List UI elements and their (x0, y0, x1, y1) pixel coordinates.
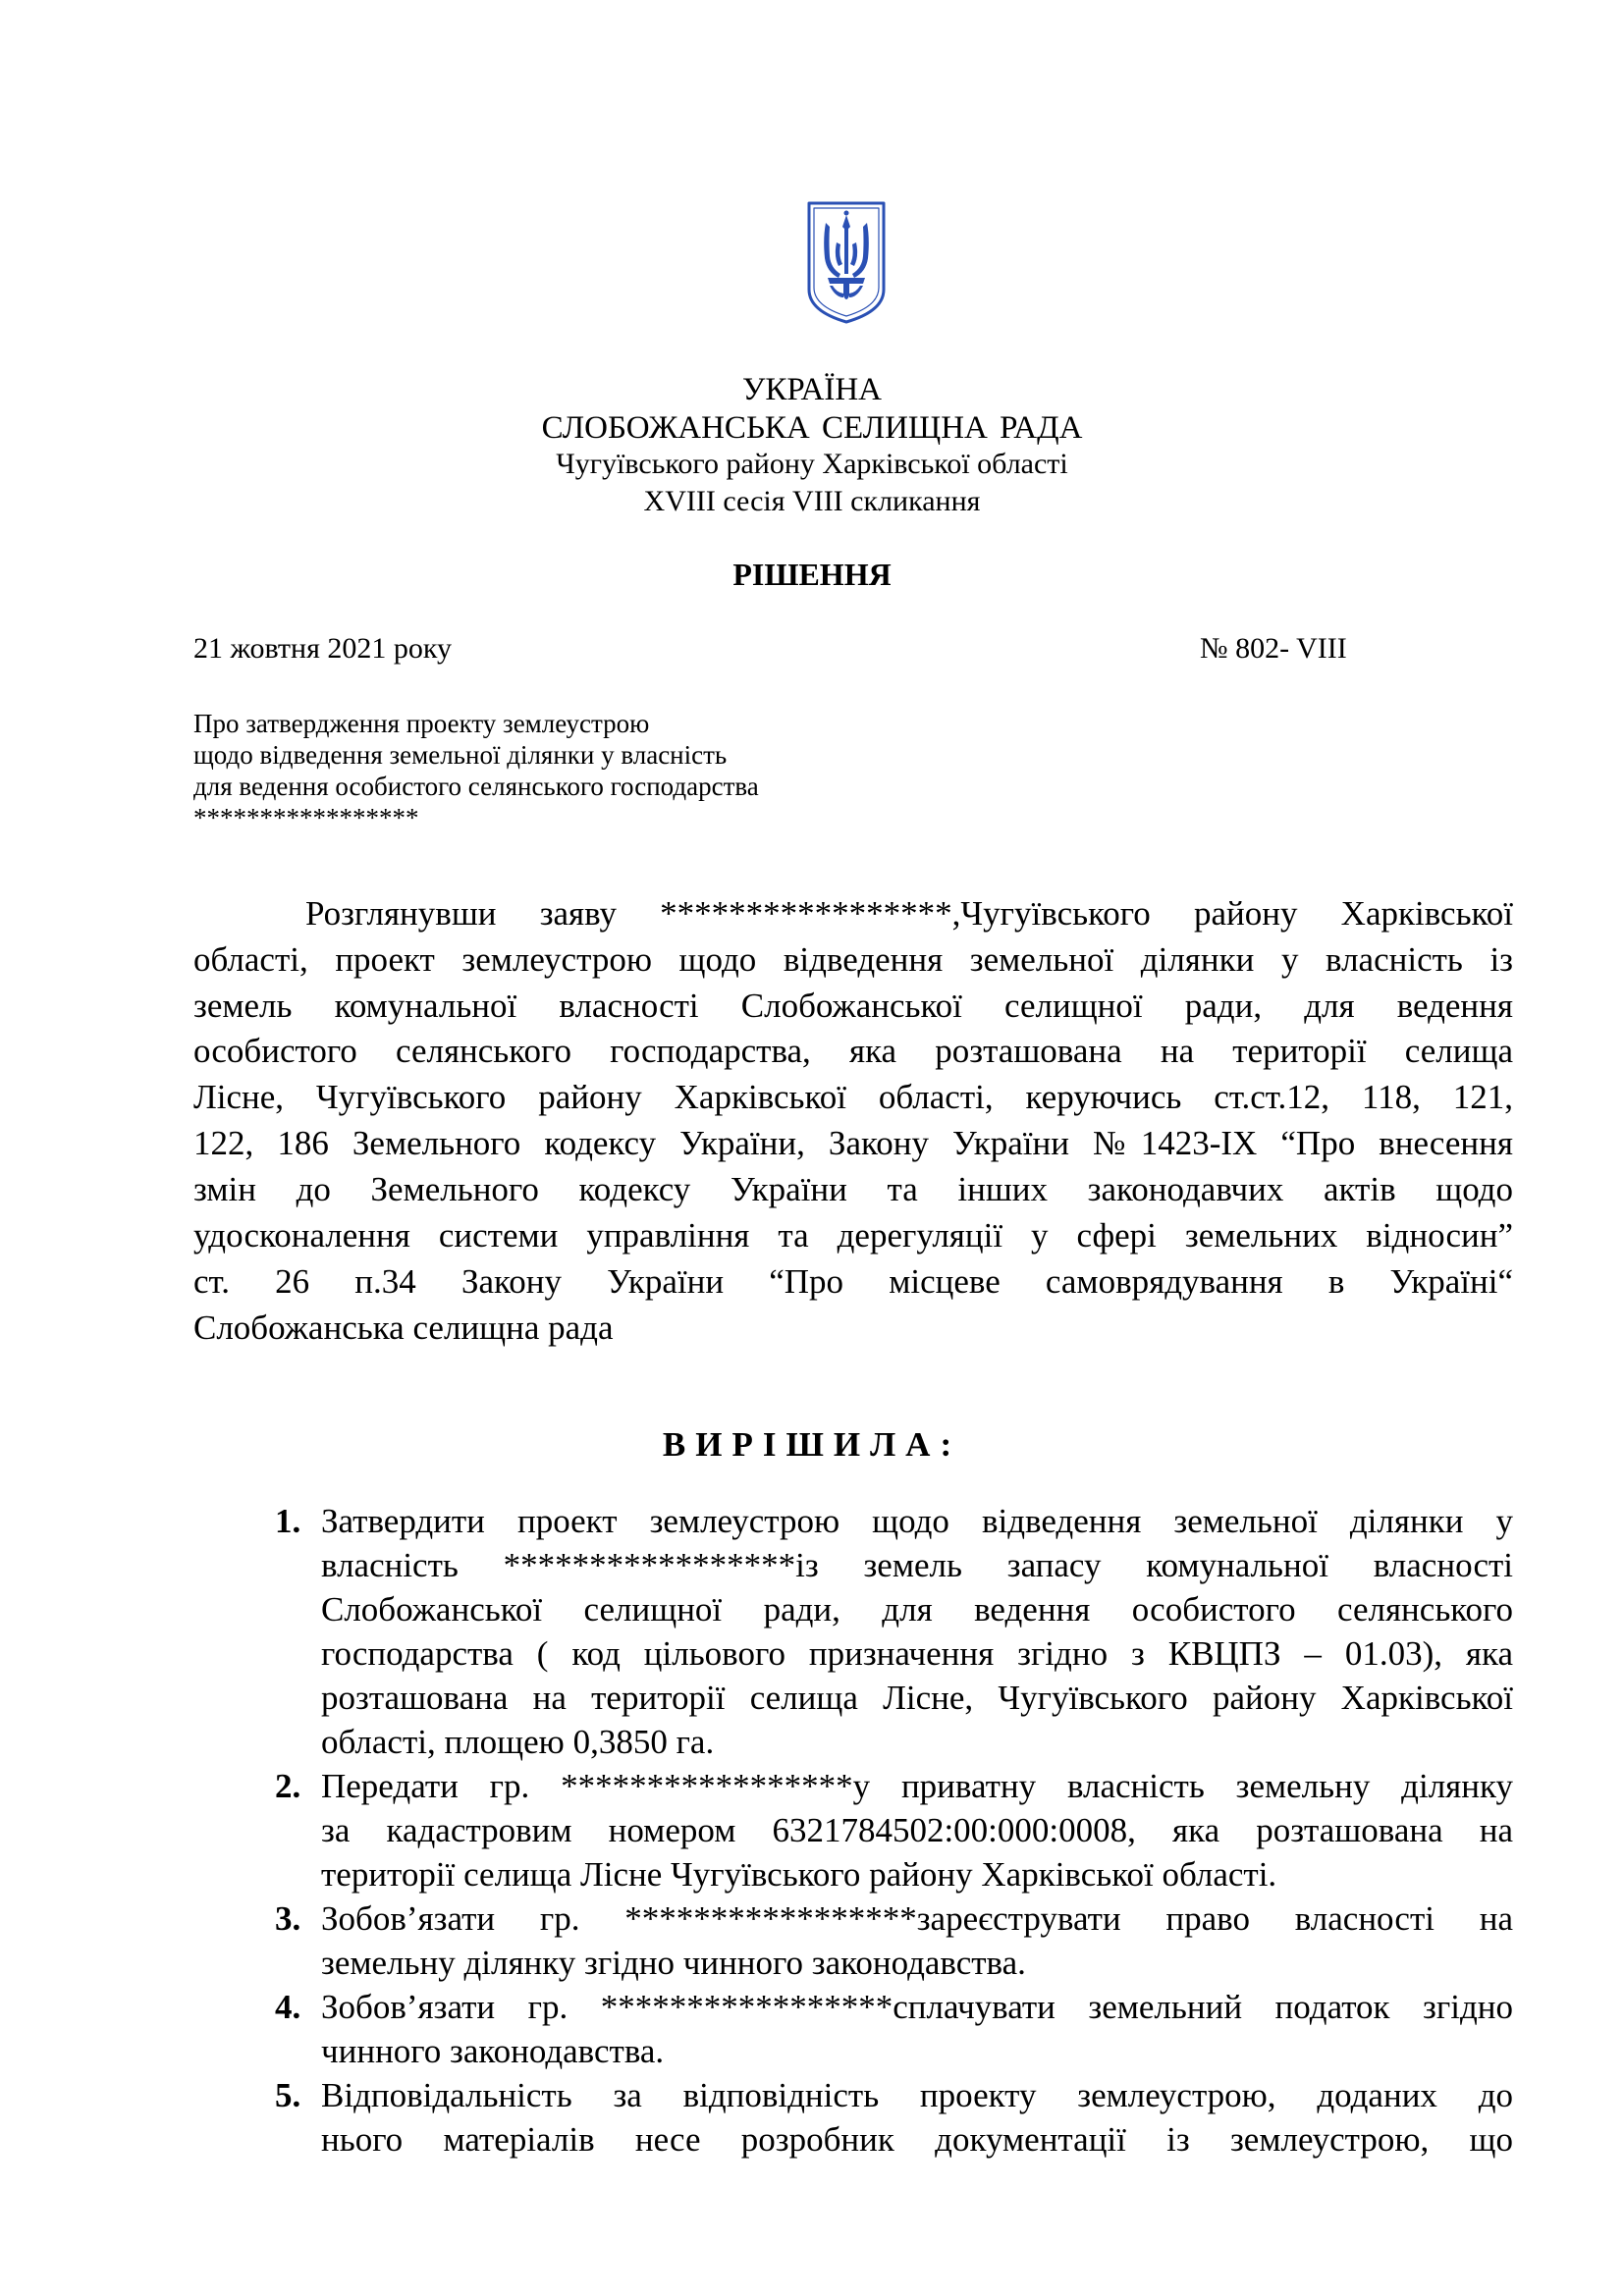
district-subtitle: Чугуївського району Харківської області (556, 448, 1068, 480)
preamble-line: області, проект землеустрою щодо відведення земельної ділянки у власність із (193, 940, 1513, 979)
preamble-line: змін до Земельного кодексу України та інших законодавчих актів щодо (193, 1170, 1513, 1208)
resolved-heading: ВИРІШИЛА: (662, 1425, 962, 1464)
subject-line: ***************** (193, 803, 419, 832)
item-number: 5. (275, 2076, 301, 2114)
item-line: нього матеріалів несе розробник документації із землеустрою, що (321, 2120, 1513, 2159)
item-line: чинного законодавства. (321, 2032, 665, 2070)
item-line: земельну ділянку згідно чинного законодавства. (321, 1944, 1026, 1982)
item-line: господарства ( код цільового призначення згідно з КВЦПЗ – 01.03), яка (321, 1634, 1513, 1673)
decision-number: № 802- VIII (1200, 632, 1347, 665)
item-line: власність *****************із земель запасу комунальної власності (321, 1546, 1513, 1584)
decision-title: РІШЕННЯ (732, 557, 892, 592)
item-line: за кадастровим номером 6321784502:00:000:0008, яка розташована на (321, 1811, 1513, 1849)
coat-of-arms-icon (806, 199, 887, 325)
item-number: 4. (275, 1988, 301, 2026)
decision-subject (193, 708, 759, 833)
preamble-line: Розглянувши заяву *****************,Чугуївського району Харківської (305, 894, 1513, 933)
subject-line: щодо відведення земельної ділянки у власність (193, 740, 728, 770)
preamble-line: ст. 26 п.34 Закону України “Про місцеве самоврядування в Україні“ (193, 1262, 1513, 1301)
subject-line: для ведення особистого селянського господарства (193, 772, 759, 801)
preamble-line: удосконалення системи управління та дерегуляції у сфері земельних відносин” (193, 1216, 1513, 1255)
country-title: УКРАЇНА (742, 372, 882, 407)
subject-line: Про затвердження проекту землеустрою (193, 709, 650, 738)
preamble-line: Слобожанська селищна рада (193, 1308, 614, 1347)
item-line: Затвердити проект землеустрою щодо відведення земельної ділянки у (321, 1502, 1513, 1540)
item-number: 2. (275, 1767, 301, 1805)
preamble-line: 122, 186 Земельного кодексу України, Закону України №1423-IX “Про внесення (193, 1124, 1513, 1162)
decision-date: 21 жовтня 2021 року (193, 632, 453, 665)
preamble-line: земель комунальної власності Слобожанської селищної ради, для ведення (193, 987, 1513, 1025)
council-title: СЛОБОЖАНСЬКА СЕЛИЩНА РАДА (541, 410, 1083, 446)
item-line: Відповідальність за відповідність проекту землеустрою, доданих до (321, 2076, 1513, 2114)
item-number: 3. (275, 1899, 301, 1938)
item-line: розташована на території селища Лісне, Чугуївського району Харківської (321, 1679, 1513, 1717)
preamble-line: Лісне, Чугуївського району Харківської області, керуючись ст.ст.12, 118, 121, (193, 1078, 1513, 1116)
item-line: області, площею 0,3850 га. (321, 1723, 715, 1761)
session-subtitle: XVIII сесія VIII скликання (643, 485, 981, 517)
item-line: Передати гр. *****************у приватну власність земельну ділянку (321, 1767, 1513, 1805)
item-line: Зобов’язати гр. *****************сплачувати земельний податок згідно (321, 1988, 1513, 2026)
preamble-line: особистого селянського господарства, яка розташована на території селища (193, 1032, 1513, 1070)
item-line: території селища Лісне Чугуївського району Харківської області. (321, 1855, 1277, 1894)
item-number: 1. (275, 1502, 301, 1540)
item-line: Слобожанської селищної ради, для ведення особистого селянського (321, 1590, 1513, 1629)
item-line: Зобов’язати гр. *****************зареєструвати право власності на (321, 1899, 1513, 1938)
